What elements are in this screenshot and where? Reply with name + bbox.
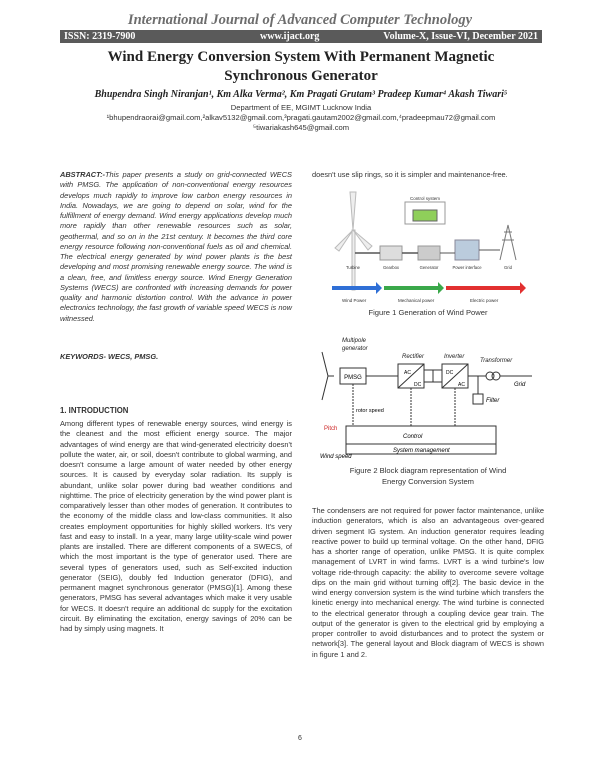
wind-power-arrow xyxy=(332,282,382,294)
website[interactable]: www.ijact.org xyxy=(260,31,320,42)
label-electric-power: Electric power xyxy=(470,298,499,303)
generator-icon xyxy=(418,246,440,260)
department: Department of EE, MGIMT Lucknow India xyxy=(230,103,372,112)
abstract-text: This paper presents a study on grid-connected WECS with PMSG. The application of non-conventional energy resources develops much rapidly to improve low carbon energy resources in India. Nowadays, we are going to depend on solar, wind for the fulfillment of energy demand. Wind energy applications develop much more rapidly than other renewable resources such as solar, geothermal, and so on in the 21st century. It becomes the third core energy resource following non-conventional fuels as oil and chemical. The electrical energy generated by wind power plants is the best developing and most promising renewable energy source. The wind is a clean, free, and limitless energy source. Wind Energy Generation Systems (WECS) are confronted with increasing demands for power quality and harmonic distortion control. With the advance in power electronics technology, the fast growth of variable speed WECS is now witnessed. xyxy=(60,170,292,323)
fig2-turbine-icon xyxy=(322,352,334,400)
label-turbine: Turbine xyxy=(345,265,361,270)
header-bar xyxy=(60,30,542,43)
intro-text: Among different types of renewable energy sources, wind energy is the cleanest and the most efficient energy source. The major advantages of wind energy are that wind-generated electricity doesn't pollute the water, air, or soil, doesn't contribute to global warming, and doesn't consume a large amount of water needed by other energy sources. It is caused by everyday solar radiation. Its supply is abundant, unlike solar power during bad weather conditions and nighttime. The price of electricity generation by the wind power plant is comparatively lesser than other modes of generation. It contributes to the economy of the middle class and low-class communities. It also creates employment opportunities for highly skilled workers. It's very fast and easy to install. In a year, many large utility-scale wind power plants are installed. There are different components of a SWECS, of which the most important is the type of generator used. There are several types of generators used, such as Self-excited induction generator (SEIG), doubly fed Induction generator (DFIG), and permanent magnet synchronous generator (PMSG)[1]. Among these generators, PMSG has several advantages which make it very usable for WECS. It doesn't require an additional dc supply for the excitation circuit. By eliminating the excitation, energy savings of 20% can be had by simply using magnets. It xyxy=(60,419,292,633)
label-generator: Generator xyxy=(419,265,439,270)
wind-turbine-icon xyxy=(335,192,372,290)
issn: ISSN: 2319-7900 xyxy=(64,31,136,42)
figure-2-caption xyxy=(312,466,544,487)
emails-line-1: ¹bhupendraorai@gmail.com,²alkav5132@gmail.com,³pragati.gautam2002@gmail.com,⁴pradeepmau72@gmail.com xyxy=(106,113,496,122)
abstract-label: ABSTRACT:- xyxy=(60,170,106,179)
right-body-text: The condensers are not required for power factor maintenance, unlike induction generators, which is also an advantageous over-geared driven segment IG system. An induction generator requires leading reactive power to build up terminal voltage. On the other hand, DFIG has a shorter range of operation, unlike PMSG. It is quite complex management of LVRT in wind farms. LVRT is a wind turbine's low voltage ride-through capacity: the ability to overcome severe voltage dips on the main grid without turning off[2]. The basic device in the wind energy conversion system is the wind turbine which transfers the kinetic energy into mechanical energy. The wind turbine is connected to the electrical generator through a coupling device gear train. The output of the generator is given to the electrical grid by employing a proper controller to avoid disturbances and to protect the system or network[3]. The general layout and Block diagram of WECS is shown in figure 1 and 2. xyxy=(312,506,544,659)
label-rectifier: Rectifier xyxy=(402,354,425,360)
label-rotor-speed: rotor speed xyxy=(356,408,384,414)
mechanical-power-arrow xyxy=(384,282,444,294)
journal-title: International Journal of Advanced Computer Technology xyxy=(127,12,473,28)
title-line-1: Wind Energy Conversion System With Permanent Magnetic xyxy=(107,49,495,65)
label-generator: generator xyxy=(342,346,368,352)
label-grid: Grid xyxy=(514,382,526,388)
label-system-management: System management xyxy=(393,448,450,454)
intro-heading: 1. INTRODUCTION xyxy=(60,406,129,415)
label-multipole: Multipole xyxy=(342,338,367,344)
keywords: KEYWORDS- WECS, PMSG. xyxy=(60,352,159,361)
right-top-text: doesn't use slip rings, so it is simpler and maintenance-free. xyxy=(312,170,508,179)
label-grid: Grid xyxy=(504,265,512,270)
figure-2 xyxy=(318,334,540,464)
label-wind-speed: Wind speed xyxy=(320,454,352,460)
label-pitch: Pitch xyxy=(324,426,338,432)
label-filter: Filter xyxy=(486,398,500,404)
filter-block xyxy=(473,394,483,404)
control-display xyxy=(413,210,437,221)
authors: Bhupendra Singh Niranjan¹, Km Alka Verma², Km Pragati Grutam³ Pradeep Kumar⁴ Akash Tiwari⁵ xyxy=(94,89,508,100)
label-ac-2: AC xyxy=(458,382,465,388)
label-mechanical-power: Mechanical power xyxy=(398,298,435,303)
label-power-interface: Power interface xyxy=(452,265,482,270)
gearbox-icon xyxy=(380,246,402,260)
label-pmsg: PMSG xyxy=(344,375,362,381)
power-interface-icon xyxy=(455,240,479,260)
label-dc-2: DC xyxy=(446,370,454,376)
figure-2-caption-line-1: Figure 2 Block diagram representation of Wind xyxy=(349,466,507,475)
paper-title xyxy=(60,48,542,86)
label-dc-1: DC xyxy=(414,382,422,388)
electric-power-arrow xyxy=(446,282,526,294)
emails-line-2: ⁵tiwariakash645@gmail.com xyxy=(252,123,350,132)
label-ac-1: AC xyxy=(404,370,411,376)
label-control: Control xyxy=(403,434,423,440)
abstract xyxy=(60,170,292,324)
label-inverter: Inverter xyxy=(444,354,465,360)
grid-tower-icon xyxy=(500,225,516,260)
figure-1-caption: Figure 1 Generation of Wind Power xyxy=(368,308,488,317)
label-transformer: Transformer xyxy=(480,358,513,364)
volume-info: Volume-X, Issue-VI, December 2021 xyxy=(383,31,538,42)
label-wind-power: Wind Power xyxy=(342,298,367,303)
page-number: 6 xyxy=(298,735,302,742)
figure-2-caption-line-2: Energy Conversion System xyxy=(381,476,474,486)
label-control-system: Control system xyxy=(409,196,441,201)
figure-1 xyxy=(330,190,530,308)
title-line-2: Synchronous Generator xyxy=(224,68,378,84)
label-gearbox: Gearbox xyxy=(382,265,400,270)
